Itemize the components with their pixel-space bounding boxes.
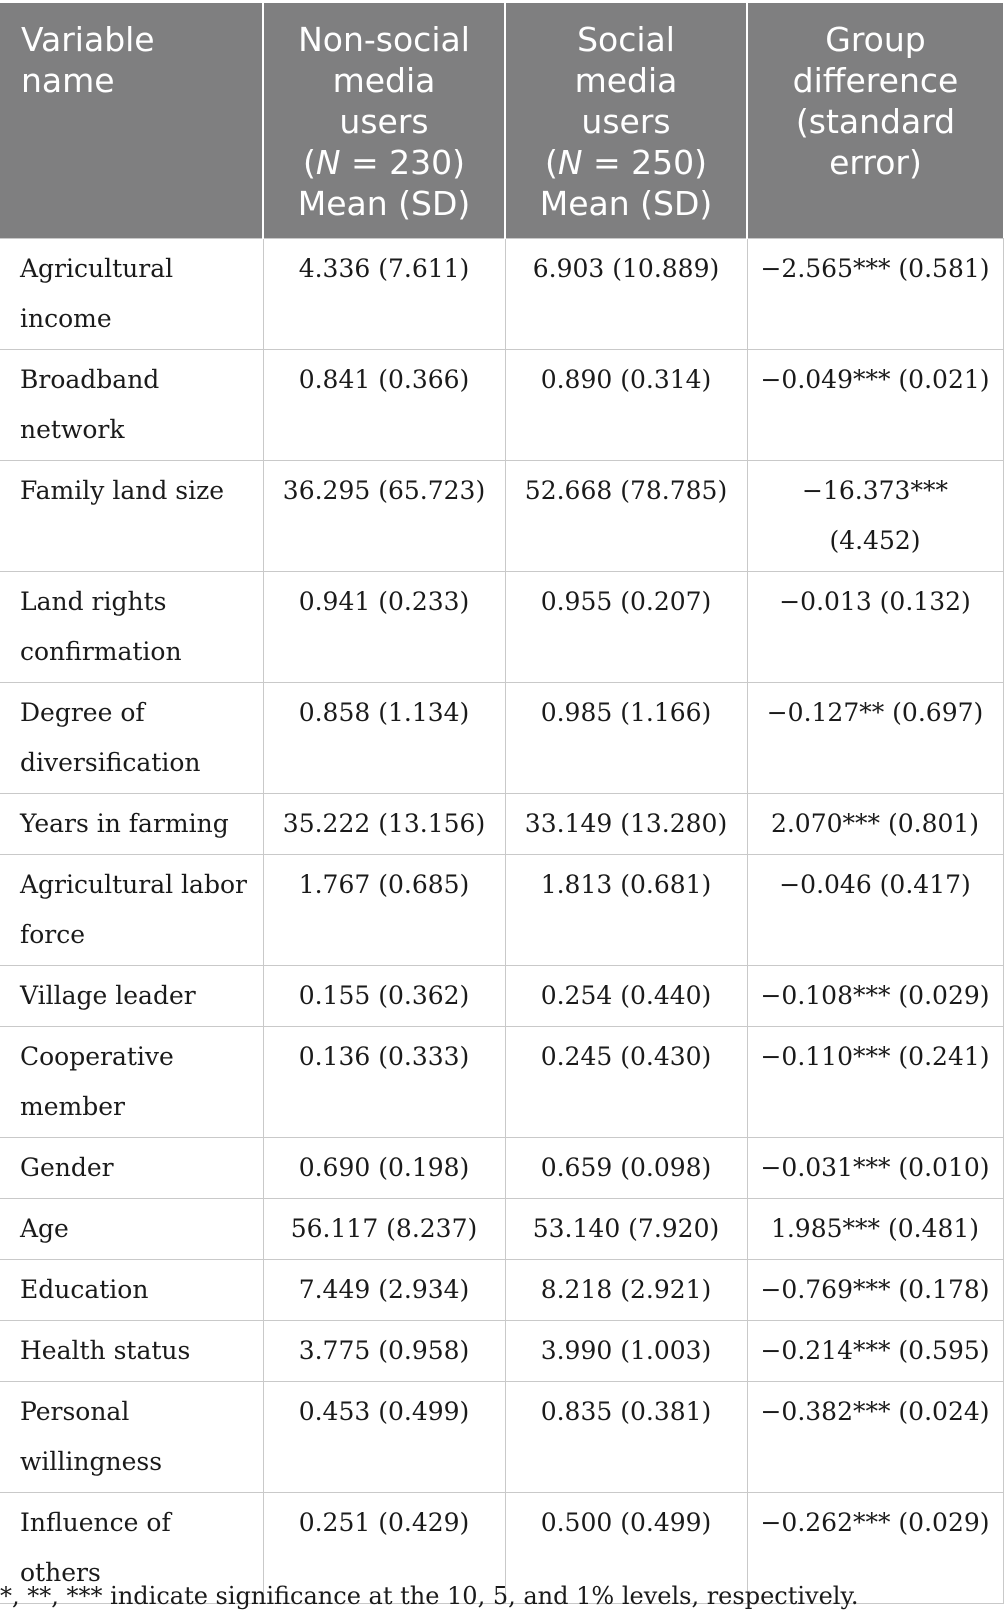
- header-text: users: [581, 102, 671, 141]
- header-text: media: [574, 61, 678, 100]
- group-difference-cell: −16.373*** (4.452): [747, 461, 1003, 572]
- non-social-mean-cell: 0.453 (0.499): [263, 1382, 505, 1493]
- variable-name-cell: Agricultural income: [0, 239, 263, 350]
- variable-name-cell: Years in farming: [0, 794, 263, 855]
- table-row: [0, 966, 1003, 1027]
- non-social-mean-cell: 36.295 (65.723): [263, 461, 505, 572]
- variable-name-cell: Influence of others: [0, 1493, 263, 1604]
- variable-name-cell: Degree of diversification: [0, 683, 263, 794]
- group-difference-cell: −0.262*** (0.029): [747, 1493, 1003, 1604]
- table-row: [0, 1260, 1003, 1321]
- social-mean-cell: 0.245 (0.430): [505, 1027, 747, 1138]
- data-table-container: [0, 3, 1003, 1604]
- variable-name-cell: Broadband network: [0, 350, 263, 461]
- table-row: [0, 1199, 1003, 1260]
- header-text: Non-social: [298, 20, 470, 59]
- group-difference-cell: −0.013 (0.132): [747, 572, 1003, 683]
- social-mean-cell: 0.659 (0.098): [505, 1138, 747, 1199]
- variable-name-cell: Age: [0, 1199, 263, 1260]
- table-row: [0, 1138, 1003, 1199]
- non-social-mean-cell: 1.767 (0.685): [263, 855, 505, 966]
- header-text: media: [332, 61, 436, 100]
- table-row: [0, 1321, 1003, 1382]
- variable-name-cell: Education: [0, 1260, 263, 1321]
- social-mean-cell: 1.813 (0.681): [505, 855, 747, 966]
- table-row: [0, 794, 1003, 855]
- header-text: error): [829, 143, 922, 182]
- group-difference-cell: −2.565*** (0.581): [747, 239, 1003, 350]
- non-social-mean-cell: 0.941 (0.233): [263, 572, 505, 683]
- comparison-table: [0, 3, 1004, 1604]
- group-difference-cell: −0.031*** (0.010): [747, 1138, 1003, 1199]
- non-social-mean-cell: 4.336 (7.611): [263, 239, 505, 350]
- non-social-mean-cell: 0.858 (1.134): [263, 683, 505, 794]
- table-row: [0, 461, 1003, 572]
- non-social-mean-cell: 56.117 (8.237): [263, 1199, 505, 1260]
- header-group-difference: [747, 3, 1003, 239]
- table-footnote: *, **, *** indicate significance at the 10, 5, and 1% levels, respectively.: [0, 1582, 859, 1610]
- header-text: Social: [577, 20, 675, 59]
- header-text: N: [315, 143, 341, 182]
- header-text: = 230): [340, 143, 466, 182]
- social-mean-cell: 8.218 (2.921): [505, 1260, 747, 1321]
- header-text: = 250): [582, 143, 708, 182]
- header-variable-name: [0, 3, 263, 239]
- header-sample-size: (N = 230): [302, 143, 466, 182]
- non-social-mean-cell: 3.775 (0.958): [263, 1321, 505, 1382]
- group-difference-cell: −0.108*** (0.029): [747, 966, 1003, 1027]
- non-social-mean-cell: 0.136 (0.333): [263, 1027, 505, 1138]
- header-text: (standard: [795, 102, 956, 141]
- group-difference-cell: −0.110*** (0.241): [747, 1027, 1003, 1138]
- header-text: Group: [825, 20, 926, 59]
- social-mean-cell: 33.149 (13.280): [505, 794, 747, 855]
- variable-name-cell: Family land size: [0, 461, 263, 572]
- non-social-mean-cell: 0.155 (0.362): [263, 966, 505, 1027]
- header-non-social-users: [263, 3, 505, 239]
- non-social-mean-cell: 0.690 (0.198): [263, 1138, 505, 1199]
- header-text: Mean (SD): [539, 184, 713, 223]
- variable-name-cell: Cooperative member: [0, 1027, 263, 1138]
- social-mean-cell: 6.903 (10.889): [505, 239, 747, 350]
- header-sample-size: (N = 250): [544, 143, 708, 182]
- variable-name-cell: Personal willingness: [0, 1382, 263, 1493]
- header-text: N: [557, 143, 583, 182]
- social-mean-cell: 0.955 (0.207): [505, 572, 747, 683]
- table-row: [0, 1027, 1003, 1138]
- header-text: Mean (SD): [297, 184, 471, 223]
- table-row: [0, 683, 1003, 794]
- table-row: [0, 572, 1003, 683]
- social-mean-cell: 52.668 (78.785): [505, 461, 747, 572]
- group-difference-cell: 2.070*** (0.801): [747, 794, 1003, 855]
- header-social-users: [505, 3, 747, 239]
- social-mean-cell: 0.835 (0.381): [505, 1382, 747, 1493]
- social-mean-cell: 0.500 (0.499): [505, 1493, 747, 1604]
- header-text: Variable: [21, 20, 155, 59]
- social-mean-cell: 3.990 (1.003): [505, 1321, 747, 1382]
- social-mean-cell: 0.985 (1.166): [505, 683, 747, 794]
- group-difference-cell: −0.127** (0.697): [747, 683, 1003, 794]
- table-row: [0, 350, 1003, 461]
- table-row: [0, 855, 1003, 966]
- table-body: [0, 239, 1003, 1604]
- group-difference-cell: −0.382*** (0.024): [747, 1382, 1003, 1493]
- variable-name-cell: Land rights confirmation: [0, 572, 263, 683]
- group-difference-cell: −0.214*** (0.595): [747, 1321, 1003, 1382]
- social-mean-cell: 53.140 (7.920): [505, 1199, 747, 1260]
- group-difference-cell: −0.046 (0.417): [747, 855, 1003, 966]
- table-row: [0, 239, 1003, 350]
- non-social-mean-cell: 0.841 (0.366): [263, 350, 505, 461]
- table-row: [0, 1382, 1003, 1493]
- variable-name-cell: Agricultural labor force: [0, 855, 263, 966]
- group-difference-cell: −0.049*** (0.021): [747, 350, 1003, 461]
- header-row: [0, 3, 1003, 239]
- social-mean-cell: 0.254 (0.440): [505, 966, 747, 1027]
- table-header: [0, 3, 1003, 239]
- group-difference-cell: 1.985*** (0.481): [747, 1199, 1003, 1260]
- social-mean-cell: 0.890 (0.314): [505, 350, 747, 461]
- header-text: difference: [792, 61, 959, 100]
- variable-name-cell: Gender: [0, 1138, 263, 1199]
- variable-name-cell: Village leader: [0, 966, 263, 1027]
- non-social-mean-cell: 7.449 (2.934): [263, 1260, 505, 1321]
- variable-name-cell: Health status: [0, 1321, 263, 1382]
- header-text: name: [21, 61, 115, 100]
- non-social-mean-cell: 35.222 (13.156): [263, 794, 505, 855]
- header-text: users: [339, 102, 429, 141]
- group-difference-cell: −0.769*** (0.178): [747, 1260, 1003, 1321]
- non-social-mean-cell: 0.251 (0.429): [263, 1493, 505, 1604]
